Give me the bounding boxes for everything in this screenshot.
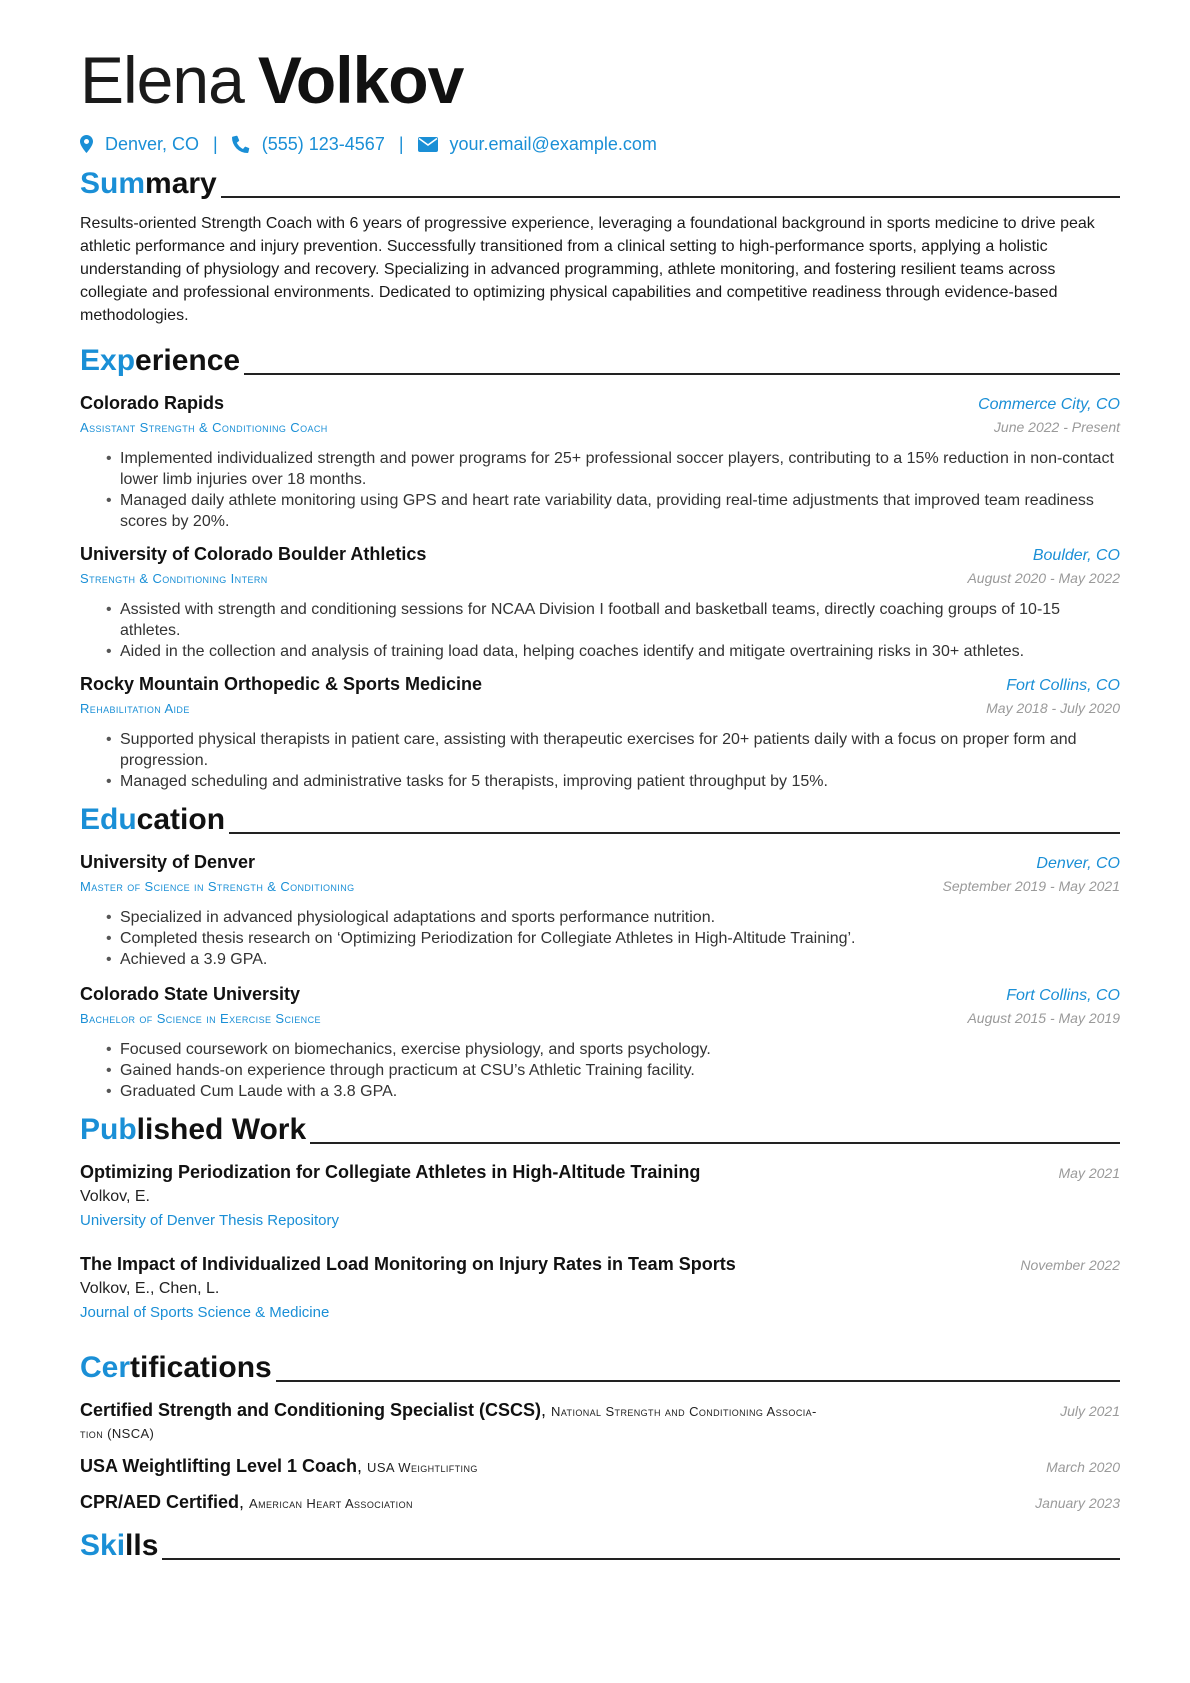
bullet-item: • Achieved a 3.9 GPA. [106, 949, 1120, 970]
summary-heading: Summary [80, 162, 1120, 202]
bullet-item: • Managed scheduling and administrative tasks for 5 therapists, improving patient throughput by 15%. [106, 771, 1120, 792]
experience-entry [80, 542, 1120, 662]
certification-issuer: National Strength and Conditioning Associa- [551, 1404, 817, 1419]
skills-heading: Skills [80, 1524, 1120, 1564]
bullet-item: • Implemented individualized strength and power programs for 25+ professional soccer players, contributing to a 15% reduction in non-contact lower limb injuries over 18 months. [106, 448, 1120, 490]
contact-phone [232, 132, 385, 156]
phone-link[interactable]: (555) 123-4567 [261, 134, 385, 154]
entry-location: Fort Collins, CO [1006, 987, 1120, 1004]
bullet-list [80, 729, 1120, 792]
certification-name: CPR/AED Certified [80, 1492, 240, 1512]
experience-entry [80, 391, 1120, 532]
publication-venue: University of Denver Thesis Repository [80, 1212, 339, 1229]
bullet-item: • Completed thesis research on ‘Optimizing Periodization for Collegiate Athletes in High-Altitude Training’. [106, 928, 1120, 949]
candidate-name [80, 42, 1120, 118]
entry-dates: August 2020 - May 2022 [967, 570, 1120, 586]
bullet-list [80, 907, 1120, 970]
certifications-heading: Certifications [80, 1346, 1120, 1386]
contact-email [418, 132, 657, 156]
employer-name: University of Colorado Boulder Athletics [80, 544, 427, 564]
publication-title: Optimizing Periodization for Collegiate Athletes in High-Altitude Training [80, 1162, 701, 1182]
publication-title: The Impact of Individualized Load Monitoring on Injury Rates in Team Sports [80, 1254, 736, 1274]
publication-entry [80, 1252, 1120, 1324]
certification-entry: Certified Strength and Conditioning Specialist (CSCS), National Strength and Conditioning Associa- tion (NSCA) July 2021 [80, 1398, 1120, 1444]
degree-title: Bachelor of Science in Exercise Science [80, 1011, 321, 1026]
bullet-item: • Supported physical therapists in patient care, assisting with therapeutic exercises for 20+ patients daily with a focus on proper form and progression. [106, 729, 1120, 771]
entry-dates: September 2019 - May 2021 [942, 878, 1120, 894]
job-title: Rehabilitation Aide [80, 701, 190, 716]
summary-text: Results-oriented Strength Coach with 6 years of progressive experience, leveraging a foundational background in sports medicine to drive peak athletic performance and injury prevention. Successfully transitioned from a clinical setting to high-performance sports, applying a holistic understanding of physiology and recovery. Specializing in advanced programming, athlete monitoring, and fostering resilient teams across collegiate and professional environments. Dedicated to optimizing physical capabilities and competitive readiness through evidence-based methodologies. [80, 215, 1095, 324]
publication-authors: Volkov, E. [80, 1188, 150, 1205]
publication-date: May 2021 [1058, 1165, 1120, 1181]
entry-dates: June 2022 - Present [993, 419, 1120, 435]
entry-location: Fort Collins, CO [1006, 677, 1120, 694]
email-link[interactable]: your.email@example.com [449, 134, 657, 154]
certification-name: USA Weightlifting Level 1 Coach [80, 1456, 358, 1476]
certification-date: July 2021 [1060, 1403, 1120, 1419]
bullet-list [80, 1039, 1120, 1102]
certification-name: Certified Strength and Conditioning Specialist (CSCS) [80, 1400, 542, 1420]
education-entry [80, 982, 1120, 1102]
entry-location: Commerce City, CO [978, 396, 1120, 413]
section-rule [229, 832, 1120, 834]
bullet-list [80, 448, 1120, 532]
publication-authors: Volkov, E., Chen, L. [80, 1280, 220, 1297]
envelope-icon [418, 137, 438, 152]
certification-issuer: American Heart Association [249, 1496, 413, 1511]
entry-location: Boulder, CO [1032, 547, 1120, 564]
bullet-item: • Focused coursework on biomechanics, exercise physiology, and sports psychology. [106, 1039, 1120, 1060]
bullet-item: • Gained hands-on experience through practicum at CSU’s Athletic Training facility. [106, 1060, 1120, 1081]
certification-issuer: USA Weightlifting [367, 1460, 478, 1475]
section-rule [221, 196, 1120, 198]
section-rule [310, 1142, 1120, 1144]
section-rule [244, 373, 1120, 375]
school-name: University of Denver [80, 852, 256, 872]
employer-name: Colorado Rapids [80, 393, 225, 413]
certification-entry: USA Weightlifting Level 1 Coach, USA Weightlifting March 2020 [80, 1456, 1120, 1476]
first-name: Elena [80, 43, 244, 117]
job-title: Assistant Strength & Conditioning Coach [80, 420, 328, 435]
certification-date: January 2023 [1035, 1495, 1120, 1511]
bullet-item: • Aided in the collection and analysis of training load data, helping coaches identify and mitigate overtraining risks in 30+ athletes. [106, 641, 1120, 662]
contact-bar [80, 132, 1120, 156]
bullet-item: • Managed daily athlete monitoring using GPS and heart rate variability data, providing real-time adjustments that improved team readiness scores by 20%. [106, 490, 1120, 532]
publication-venue: Journal of Sports Science & Medicine [80, 1304, 330, 1321]
entry-dates: May 2018 - July 2020 [986, 700, 1120, 716]
certification-issuer-cont: tion (NSCA) [80, 1426, 155, 1441]
job-title: Strength & Conditioning Intern [80, 571, 268, 586]
employer-name: Rocky Mountain Orthopedic & Sports Medicine [80, 674, 483, 694]
certification-entry: CPR/AED Certified, American Heart Association January 2023 [80, 1492, 1120, 1512]
resume-content [80, 0, 1120, 1564]
bullet-item: • Assisted with strength and conditioning sessions for NCAA Division I football and basketball teams, directly coaching groups of 10-15 athletes. [106, 599, 1120, 641]
school-name: Colorado State University [80, 984, 301, 1004]
bullet-item: • Graduated Cum Laude with a 3.8 GPA. [106, 1081, 1120, 1102]
last-name: Volkov [257, 43, 464, 117]
education-heading: Education [80, 798, 1120, 838]
section-rule [162, 1558, 1120, 1560]
map-pin-icon [80, 135, 93, 153]
experience-entry [80, 672, 1120, 792]
section-rule [276, 1380, 1120, 1382]
contact-location [80, 132, 199, 156]
contact-separator: | [398, 134, 404, 154]
bullet-item: • Specialized in advanced physiological adaptations and sports performance nutrition. [106, 907, 1120, 928]
phone-icon [232, 135, 250, 153]
published-heading: Published Work [80, 1108, 1120, 1148]
education-entry [80, 850, 1120, 970]
publication-entry [80, 1160, 1120, 1232]
contact-separator: | [213, 134, 218, 154]
experience-heading: Experience [80, 339, 1120, 379]
degree-title: Master of Science in Strength & Conditioning [80, 879, 355, 894]
certification-date: March 2020 [1046, 1459, 1120, 1475]
publication-date: November 2022 [1020, 1257, 1120, 1273]
entry-location: Denver, CO [1036, 855, 1120, 872]
entry-dates: August 2015 - May 2019 [967, 1010, 1120, 1026]
bullet-list [80, 599, 1120, 662]
location-text: Denver, CO [105, 134, 200, 154]
